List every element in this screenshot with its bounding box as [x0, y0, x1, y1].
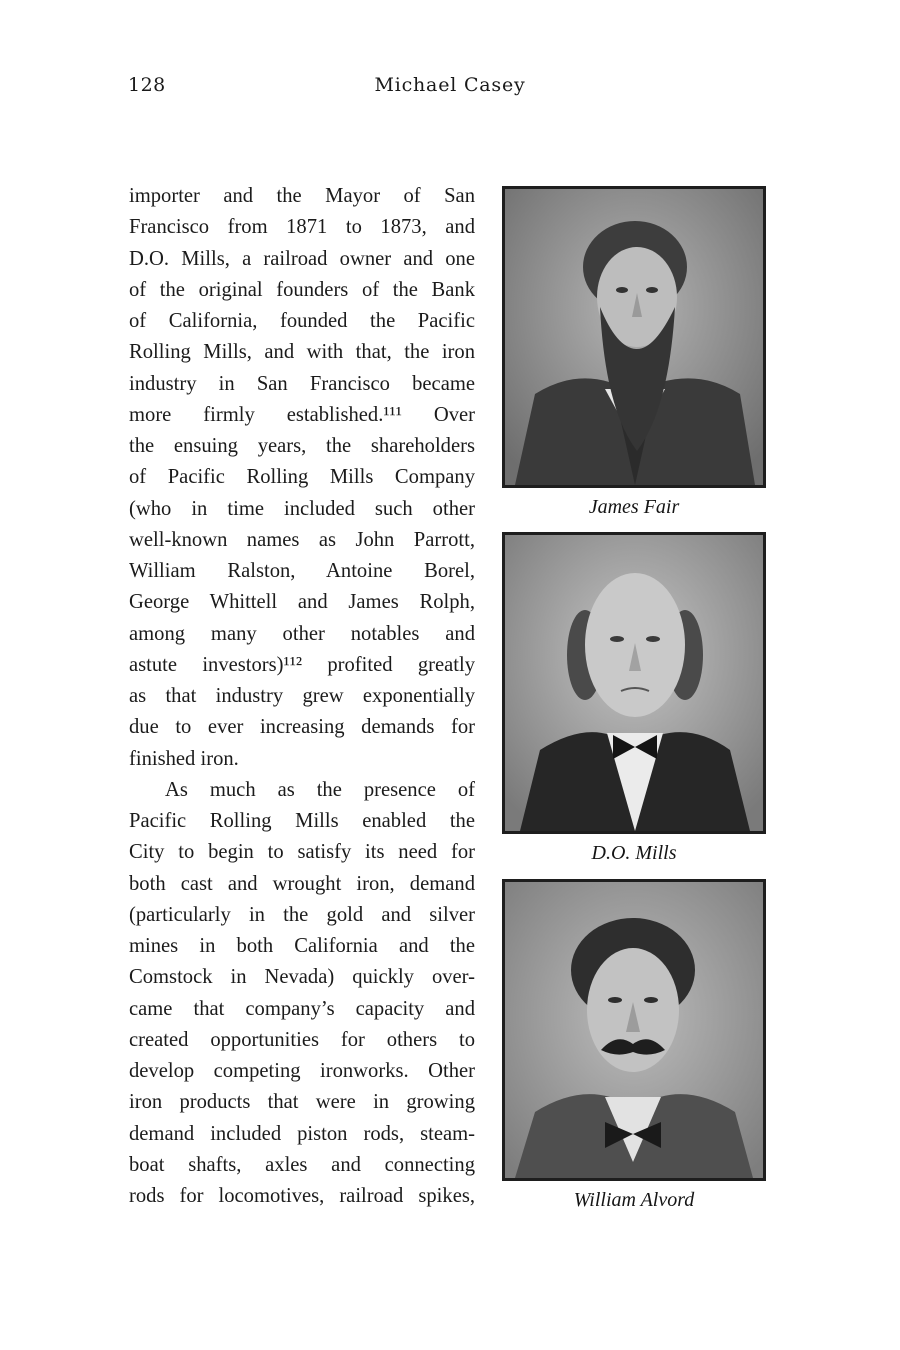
body-text-line: George Whittell and James Rolph,: [129, 591, 475, 614]
body-text-line: the ensuing years, the shareholders: [129, 435, 475, 457]
body-text-line: Francisco from 1871 to 1873, and: [129, 216, 475, 239]
portrait-photo-do-mills: [505, 535, 763, 831]
portrait-figure-james-fair: [502, 186, 766, 519]
body-text-line: rods for locomotives, railroad spikes,: [129, 1185, 475, 1207]
body-text-line: came that company’s capacity and: [129, 997, 475, 1020]
body-text-line: City to begin to satisfy its need for: [129, 841, 475, 864]
body-text-line: created opportunities for others to: [129, 1028, 475, 1051]
body-text-line: due to ever increasing demands for: [129, 716, 475, 739]
figure-caption: James Fair: [588, 496, 680, 518]
body-text-line: of California, founded the Pacific: [129, 310, 475, 332]
body-text-line: boat shafts, axles and connecting: [129, 1153, 475, 1176]
portrait-photo-james-fair: [505, 189, 763, 485]
body-text-line: industry in San Francisco became: [129, 372, 475, 395]
body-text-line: well-known names as John Parrott,: [129, 528, 475, 551]
body-text-line: William Ralston, Antoine Borel,: [129, 560, 475, 582]
body-text-line: astute investors)¹¹² profited greatly: [129, 653, 475, 676]
portrait-photo-frame: [502, 186, 766, 488]
portrait-photo-frame: [502, 532, 766, 834]
portrait-figure-do-mills: [502, 532, 766, 865]
body-text-line: of Pacific Rolling Mills Company: [129, 466, 475, 489]
body-text-line: As much as the presence of: [165, 778, 475, 801]
page-number: 128: [128, 74, 166, 96]
body-text-line: demand included piston rods, steam-: [129, 1122, 475, 1145]
body-text-line: Comstock in Nevada) quickly over-: [129, 966, 475, 989]
body-text-line: as that industry grew exponentially: [129, 685, 475, 707]
body-text-line: Pacific Rolling Mills enabled the: [129, 810, 475, 832]
body-text-line: develop competing ironworks. Other: [129, 1060, 475, 1082]
body-text-line: both cast and wrought iron, demand: [129, 872, 475, 895]
body-text-column: [129, 181, 475, 1212]
body-text-line: mines in both California and the: [129, 935, 475, 957]
body-text-line: D.O. Mills, a railroad owner and one: [129, 247, 475, 270]
body-text-line: of the original founders of the Bank: [129, 278, 475, 301]
body-text-line: among many other notables and: [129, 622, 475, 645]
body-text-line: importer and the Mayor of San: [129, 185, 475, 207]
running-head: Michael Casey: [374, 74, 526, 96]
portrait-photo-william-alvord: [505, 882, 763, 1178]
body-text-line: finished iron.: [129, 747, 239, 770]
body-text-line: more firmly established.¹¹¹ Over: [129, 403, 475, 426]
portrait-photo-frame: [502, 879, 766, 1181]
body-text-line: Rolling Mills, and with that, the iron: [129, 341, 475, 364]
portrait-figure-william-alvord: [502, 879, 766, 1212]
body-text-line: (who in time included such other: [129, 497, 475, 520]
body-text-line: (particularly in the gold and silver: [129, 903, 475, 926]
figure-caption: D.O. Mills: [591, 842, 677, 864]
body-text-line: iron products that were in growing: [129, 1091, 475, 1114]
figure-caption: William Alvord: [573, 1189, 695, 1211]
